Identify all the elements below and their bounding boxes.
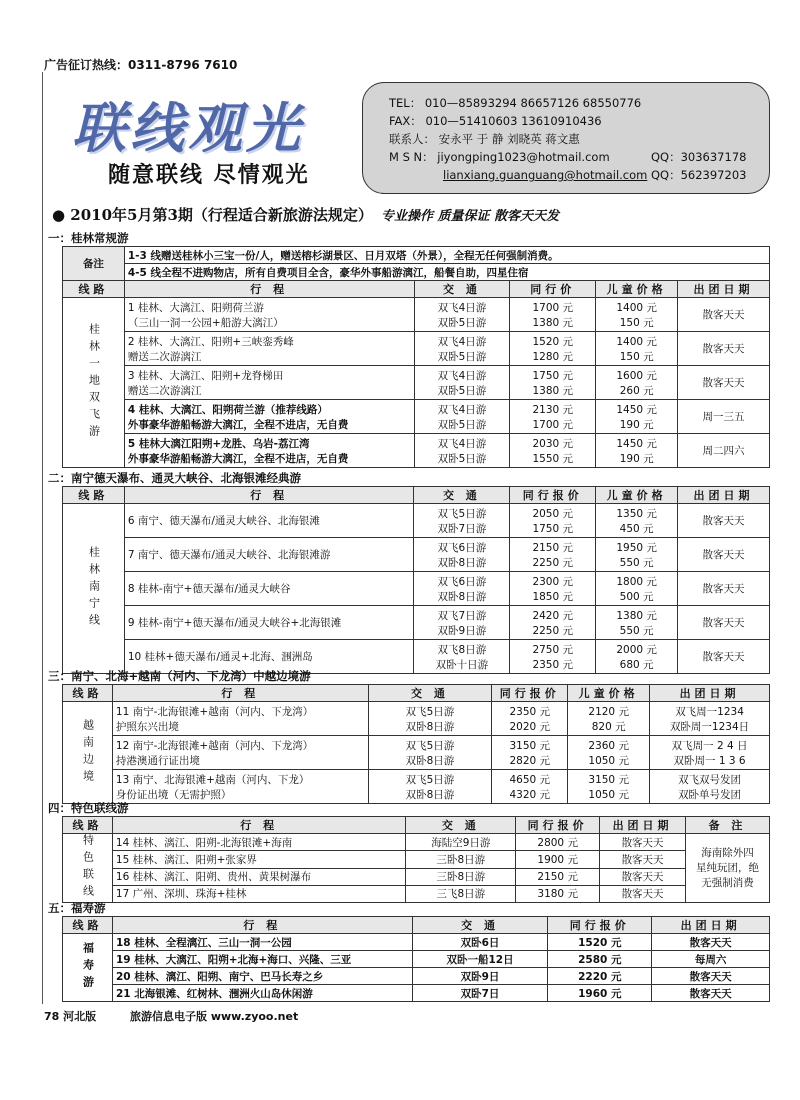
col-date: 出团日期	[600, 817, 686, 834]
price-line-2: 1380 元	[532, 316, 574, 329]
transport-line-2: 双卧8日游	[405, 720, 455, 733]
child-price-cell	[596, 606, 678, 640]
itinerary-cell: 18 桂林、全程漓江、三山一洞一公园	[112, 934, 412, 951]
contact-box	[362, 82, 770, 194]
child-price-cell	[596, 538, 678, 572]
price-line-2: 2350 元	[532, 658, 573, 671]
itinerary-line: 2 桂林、大漓江、阳朔+三峡銮秀峰	[127, 335, 294, 348]
price-line: 2150 元	[532, 541, 573, 554]
issue-title-text: ● 2010年5月第3期（行程适合新旅游法规定）	[52, 206, 373, 224]
transport-line-2: 双卧十日游	[435, 658, 489, 671]
price-cell: 2800 元	[516, 834, 600, 851]
contact-qq2: QQ：562397203	[651, 168, 747, 182]
child-price-line-2: 450 元	[619, 522, 654, 535]
transport-cell: 双卧9日	[412, 968, 548, 985]
contact-fax: FAX： 010—51410603 13610910436	[389, 114, 602, 128]
price-line: 1750 元	[532, 369, 574, 382]
price-line: 2350 元	[509, 705, 551, 718]
price-cell	[492, 770, 568, 804]
itinerary-line-2: 持港澳通行证出境	[115, 754, 200, 767]
date-cell: 散客天天	[678, 298, 770, 332]
table-row	[63, 298, 770, 332]
date-line-2: 双卧周一1234日	[669, 720, 750, 733]
price-cell	[510, 538, 596, 572]
col-price: 同行价	[510, 281, 596, 298]
child-price-cell	[568, 736, 650, 770]
table-row	[63, 934, 770, 951]
child-price-cell	[596, 366, 678, 400]
child-price-line: 3150 元	[588, 773, 629, 786]
price-cell	[492, 702, 568, 736]
itinerary-cell	[124, 366, 414, 400]
price-line: 2420 元	[532, 609, 573, 622]
date-cell: 散客天天	[678, 332, 770, 366]
col-child-price: 儿童价格	[568, 685, 650, 702]
price-line-2: 1550 元	[532, 452, 574, 465]
itinerary-line-2: 外事豪华游船畅游大漓江，全程不进店，无自费	[127, 418, 349, 431]
price-line-2: 1700 元	[532, 418, 574, 431]
section-2-table	[62, 486, 770, 674]
itinerary-cell	[112, 736, 368, 770]
price-line-2: 1850 元	[532, 590, 573, 603]
price-line-2: 2250 元	[532, 624, 573, 637]
child-price-line: 1400 元	[616, 301, 657, 314]
contact-tel: TEL： 010—85893294 86657126 68550776	[389, 96, 642, 110]
note-line: 无强制消费	[701, 876, 754, 889]
date-cell: 散客天天	[600, 885, 686, 902]
price-cell	[510, 366, 596, 400]
transport-cell: 海陆空9日游	[406, 834, 516, 851]
child-price-line: 1600 元	[616, 369, 657, 382]
issue-title	[52, 204, 559, 225]
date-cell: 散客天天	[600, 851, 686, 868]
transport-line: 双飞4日游	[437, 335, 487, 348]
transport-line: 双飞8日游	[437, 643, 487, 656]
col-transport: 交 通	[368, 685, 492, 702]
itinerary-cell: 15 桂林、漓江、阳朔+张家界	[112, 851, 406, 868]
itinerary-cell	[112, 702, 368, 736]
section-1-title: 一：桂林常规游	[48, 231, 129, 245]
transport-line-2: 双卧9日游	[437, 624, 487, 637]
table-row	[63, 985, 770, 1002]
itinerary-line-2: 外事豪华游船畅游大漓江，全程不进店，无自费	[127, 452, 349, 465]
itinerary-cell: 10 桂林+德天瀑布/通灵+北海、涠洲岛	[124, 640, 414, 674]
date-cell: 散客天天	[678, 640, 770, 674]
transport-line-2: 双卧5日游	[437, 384, 487, 397]
date-cell: 散客天天	[678, 606, 770, 640]
child-price-cell	[568, 702, 650, 736]
price-cell: 2220 元	[548, 968, 652, 985]
itinerary-cell: 21 北海银滩、红树林、涠洲火山岛休闲游	[112, 985, 412, 1002]
col-price: 同行报价	[492, 685, 568, 702]
transport-cell: 三卧8日游	[406, 851, 516, 868]
itinerary-line-2: 赠送二次游漓江	[127, 350, 202, 363]
transport-line: 双飞4日游	[437, 301, 487, 314]
date-cell: 周一三五	[678, 400, 770, 434]
price-cell: 3180 元	[516, 885, 600, 902]
table-row	[63, 851, 770, 868]
price-cell	[510, 400, 596, 434]
itinerary-line: 12 南宁-北海银滩+越南（河内、下龙湾）	[115, 739, 314, 752]
price-line-2: 2020 元	[509, 720, 551, 733]
price-cell	[510, 640, 596, 674]
col-transport: 交 通	[406, 817, 516, 834]
date-line-2: 双卧周一 1 3 6	[673, 754, 746, 767]
transport-cell	[414, 572, 510, 606]
transport-cell: 三飞8日游	[406, 885, 516, 902]
col-price: 同行报价	[510, 487, 596, 504]
itinerary-cell: 20 桂林、漓江、阳朔、南宁、巴马长寿之乡	[112, 968, 412, 985]
table-row	[63, 834, 770, 851]
date-cell: 散客天天	[678, 366, 770, 400]
col-itinerary: 行 程	[124, 487, 414, 504]
section-2-title: 二：南宁德天瀑布、通灵大峡谷、北海银滩经典游	[48, 471, 301, 485]
itinerary-cell: 17 广州、深圳、珠海+桂林	[112, 885, 406, 902]
price-line: 1700 元	[532, 301, 574, 314]
section-4-title: 四：特色联线游	[48, 801, 129, 815]
transport-line: 双飞4日游	[437, 369, 487, 382]
child-price-line-2: 190 元	[619, 418, 654, 431]
itinerary-line: 4 桂林、大漓江、阳朔荷兰游（推荐线路）	[127, 403, 328, 416]
itinerary-cell: 14 桂林、漓江、阳朔-北海银滩+海南	[112, 834, 406, 851]
price-line: 2050 元	[532, 507, 573, 520]
itinerary-cell	[124, 332, 414, 366]
page-number: 78 河北版	[44, 1010, 97, 1023]
price-line-2: 4320 元	[509, 788, 551, 801]
col-itinerary: 行 程	[112, 817, 406, 834]
contact-people: 联系人： 安永平 于 静 刘晓英 蒋文惠	[389, 132, 580, 146]
itinerary-line-2: 护照东兴出境	[115, 720, 179, 733]
child-price-cell	[596, 504, 678, 538]
table-row	[63, 332, 770, 366]
itinerary-cell	[124, 298, 414, 332]
price-cell: 1960 元	[548, 985, 652, 1002]
col-date: 出团日期	[650, 685, 770, 702]
itinerary-cell: 8 桂林-南宁+德天瀑布/通灵大峡谷	[124, 572, 414, 606]
price-cell	[510, 298, 596, 332]
table-row	[63, 951, 770, 968]
transport-line: 双飞5日游	[437, 507, 487, 520]
child-price-line: 1450 元	[616, 437, 657, 450]
child-price-line: 1380 元	[616, 609, 657, 622]
child-price-line-2: 550 元	[619, 624, 654, 637]
itinerary-cell: 16 桂林、漓江、阳朔、贵州、黄果树瀑布	[112, 868, 406, 885]
price-line-2: 1280 元	[532, 350, 574, 363]
transport-line: 双飞6日游	[437, 541, 487, 554]
transport-cell	[368, 702, 492, 736]
route-group: 特色联线	[63, 834, 113, 903]
transport-line: 双飞5日游	[405, 739, 455, 752]
price-line-2: 1380 元	[532, 384, 574, 397]
price-cell	[510, 572, 596, 606]
price-line: 2030 元	[532, 437, 574, 450]
transport-line-2: 双卧8日游	[405, 754, 455, 767]
transport-cell	[414, 640, 510, 674]
child-price-line-2: 820 元	[591, 720, 626, 733]
col-price: 同行报价	[548, 917, 652, 934]
ad-hotline: 广告征订热线：0311-8796 7610	[44, 58, 238, 72]
itinerary-line: 5 桂林大漓江阳朔+龙胜、乌岩-荔江湾	[127, 437, 310, 450]
table-row	[63, 504, 770, 538]
itinerary-cell: 9 桂林-南宁+德天瀑布/通灵大峡谷+北海银滩	[124, 606, 414, 640]
section-4-table	[62, 816, 770, 903]
col-child-price: 儿童价格	[596, 281, 678, 298]
col-note: 备 注	[686, 817, 770, 834]
transport-line-2: 双卧8日游	[405, 788, 455, 801]
date-cell: 散客天天	[652, 985, 770, 1002]
date-cell: 散客天天	[678, 572, 770, 606]
note-cell	[686, 834, 770, 903]
col-route: 线路	[63, 917, 113, 934]
section-1-table	[62, 246, 770, 468]
note-line-1: 1-3 线赠送桂林小三宝一份/人，赠送榕杉湖景区、日月双塔（外景），全程无任何强制消费。	[124, 247, 769, 264]
route-group: 桂林一地双飞游	[63, 298, 125, 468]
price-line-2: 2250 元	[532, 556, 573, 569]
table-row	[63, 868, 770, 885]
price-cell	[510, 332, 596, 366]
child-price-line: 1950 元	[616, 541, 657, 554]
note-line: 星纯玩团，绝	[696, 861, 759, 874]
child-price-line: 2360 元	[588, 739, 629, 752]
child-price-cell	[596, 434, 678, 468]
table-row	[63, 736, 770, 770]
col-itinerary: 行 程	[112, 917, 412, 934]
price-line: 2750 元	[532, 643, 573, 656]
date-line: 双飞周一1234	[675, 705, 744, 718]
transport-line: 双飞4日游	[437, 437, 487, 450]
price-cell: 1900 元	[516, 851, 600, 868]
child-price-line: 2000 元	[616, 643, 657, 656]
section-5-table	[62, 916, 770, 1002]
itinerary-cell: 19 桂林、大漓江、阳朔+北海+海口、兴隆、三亚	[112, 951, 412, 968]
transport-line-2: 双卧5日游	[437, 418, 487, 431]
slogan: 随意联线 尽情观光	[108, 163, 310, 188]
col-route: 线路	[63, 281, 125, 298]
col-transport: 交 通	[414, 487, 510, 504]
itinerary-line-2: （三山一洞一公园+船游大漓江）	[127, 316, 284, 329]
logo-title: 联线观光	[72, 96, 304, 160]
child-price-line-2: 550 元	[619, 556, 654, 569]
child-price-line-2: 1050 元	[588, 754, 629, 767]
child-price-cell	[596, 400, 678, 434]
date-cell: 散客天天	[652, 968, 770, 985]
transport-cell: 双卧7日	[412, 985, 548, 1002]
transport-line: 双飞5日游	[405, 773, 455, 786]
table-row	[63, 434, 770, 468]
itinerary-line-2: 身份证出境（无需护照）	[115, 788, 232, 801]
footer-site[interactable]: 旅游信息电子版 www.zyoo.net	[130, 1010, 299, 1023]
itinerary-line-2: 赠送二次游漓江	[127, 384, 202, 397]
col-price: 同行报价	[516, 817, 600, 834]
col-route: 线路	[63, 487, 125, 504]
transport-cell: 双卧一船12日	[412, 951, 548, 968]
date-line: 双飞双号发团	[678, 773, 742, 786]
note-line-2: 4-5 线全程不进购物店，所有自费项目全含，豪华外事船游漓江，船餐自助，四星住宿	[124, 264, 769, 281]
child-price-line: 1450 元	[616, 403, 657, 416]
date-cell: 散客天天	[678, 504, 770, 538]
transport-cell	[414, 504, 510, 538]
transport-line-2: 双卧8日游	[437, 556, 487, 569]
section-3-title: 三：南宁、北海+越南（河内、下龙湾）中越边境游	[48, 669, 311, 683]
col-date: 出团日期	[652, 917, 770, 934]
contact-msn2[interactable]: lianxiang.guanguang@hotmail.com	[443, 168, 648, 182]
transport-line-2: 双卧5日游	[437, 316, 487, 329]
date-cell	[650, 770, 770, 804]
route-group: 越南边境	[63, 702, 113, 804]
date-line: 双飞周一 2 4 日	[671, 739, 748, 752]
date-cell: 散客天天	[600, 834, 686, 851]
date-line-2: 双卧单号发团	[678, 788, 742, 801]
price-line: 2300 元	[532, 575, 573, 588]
transport-cell	[414, 366, 510, 400]
transport-cell	[414, 400, 510, 434]
page-margin-line	[42, 72, 43, 1004]
price-line: 1520 元	[532, 335, 574, 348]
contact-msn[interactable]: M S N： jiyongping1023@hotmail.com	[389, 150, 610, 164]
child-price-cell	[596, 640, 678, 674]
itinerary-line: 13 南宁、北海银滩+越南（河内、下龙）	[115, 773, 310, 786]
price-cell	[510, 606, 596, 640]
date-cell: 周二四六	[678, 434, 770, 468]
date-cell: 散客天天	[600, 868, 686, 885]
price-line-2: 2820 元	[509, 754, 551, 767]
itinerary-line: 1 桂林、大漓江、阳朔荷兰游	[127, 301, 264, 314]
child-price-line: 1800 元	[616, 575, 657, 588]
date-cell: 每周六	[652, 951, 770, 968]
transport-cell	[414, 606, 510, 640]
transport-line-2: 双卧7日游	[437, 522, 487, 535]
table-row	[63, 400, 770, 434]
transport-line-2: 双卧8日游	[437, 590, 487, 603]
price-line: 4650 元	[509, 773, 551, 786]
child-price-line-2: 680 元	[619, 658, 654, 671]
price-cell	[492, 736, 568, 770]
child-price-line: 2120 元	[588, 705, 629, 718]
table-row	[63, 770, 770, 804]
table-row	[63, 702, 770, 736]
table-row	[63, 968, 770, 985]
date-cell	[650, 736, 770, 770]
transport-cell: 三卧8日游	[406, 868, 516, 885]
col-transport: 交 通	[414, 281, 510, 298]
table-row	[63, 366, 770, 400]
route-group: 桂林南宁线	[63, 504, 125, 674]
itinerary-cell: 6 南宁、德天瀑布/通灵大峡谷、北海银滩	[124, 504, 414, 538]
transport-line: 双飞5日游	[405, 705, 455, 718]
itinerary-line: 3 桂林、大漓江、阳朔+龙脊梯田	[127, 369, 284, 382]
contact-qq1: QQ：303637178	[651, 150, 747, 164]
child-price-line-2: 150 元	[619, 350, 654, 363]
transport-line-2: 双卧5日游	[437, 452, 487, 465]
table-row	[63, 538, 770, 572]
child-price-line-2: 150 元	[619, 316, 654, 329]
table-row	[63, 606, 770, 640]
transport-cell	[368, 770, 492, 804]
price-cell: 2580 元	[548, 951, 652, 968]
child-price-line: 1400 元	[616, 335, 657, 348]
col-itinerary: 行 程	[124, 281, 414, 298]
child-price-line: 1350 元	[616, 507, 657, 520]
note-label: 备注	[63, 247, 125, 281]
price-line: 2130 元	[532, 403, 574, 416]
transport-cell	[414, 332, 510, 366]
price-cell: 1520 元	[548, 934, 652, 951]
note-line: 海南除外四	[701, 846, 754, 859]
section-3-table	[62, 684, 770, 804]
transport-cell: 双卧6日	[412, 934, 548, 951]
transport-line: 双飞6日游	[437, 575, 487, 588]
col-route: 线路	[63, 817, 113, 834]
price-line: 3150 元	[509, 739, 551, 752]
child-price-line-2: 500 元	[619, 590, 654, 603]
transport-cell	[368, 736, 492, 770]
transport-cell	[414, 298, 510, 332]
transport-line: 双飞7日游	[437, 609, 487, 622]
date-cell: 散客天天	[678, 538, 770, 572]
price-line-2: 1750 元	[532, 522, 573, 535]
itinerary-line: 11 南宁-北海银滩+越南（河内、下龙湾）	[115, 705, 314, 718]
child-price-line-2: 1050 元	[588, 788, 629, 801]
itinerary-cell	[124, 400, 414, 434]
col-date: 出团日期	[678, 281, 770, 298]
price-cell	[510, 504, 596, 538]
child-price-line-2: 190 元	[619, 452, 654, 465]
table-row	[63, 885, 770, 902]
child-price-cell	[596, 572, 678, 606]
col-child-price: 儿童价格	[596, 487, 678, 504]
transport-line-2: 双卧5日游	[437, 350, 487, 363]
transport-line: 双飞4日游	[437, 403, 487, 416]
table-row	[63, 572, 770, 606]
transport-cell	[414, 538, 510, 572]
child-price-cell	[596, 332, 678, 366]
itinerary-cell: 7 南宁、德天瀑布/通灵大峡谷、北海银滩游	[124, 538, 414, 572]
route-group: 福寿游	[63, 934, 113, 1002]
col-route: 线路	[63, 685, 113, 702]
price-cell	[510, 434, 596, 468]
date-cell: 散客天天	[652, 934, 770, 951]
date-cell	[650, 702, 770, 736]
col-transport: 交 通	[412, 917, 548, 934]
transport-cell	[414, 434, 510, 468]
itinerary-cell	[112, 770, 368, 804]
child-price-cell	[568, 770, 650, 804]
itinerary-cell	[124, 434, 414, 468]
child-price-line-2: 260 元	[619, 384, 654, 397]
price-cell: 2150 元	[516, 868, 600, 885]
child-price-cell	[596, 298, 678, 332]
section-5-title: 五：福寿游	[48, 901, 106, 915]
issue-tagline: 专业操作 质量保证 散客天天发	[380, 209, 559, 224]
col-date: 出团日期	[678, 487, 770, 504]
col-itinerary: 行 程	[112, 685, 368, 702]
